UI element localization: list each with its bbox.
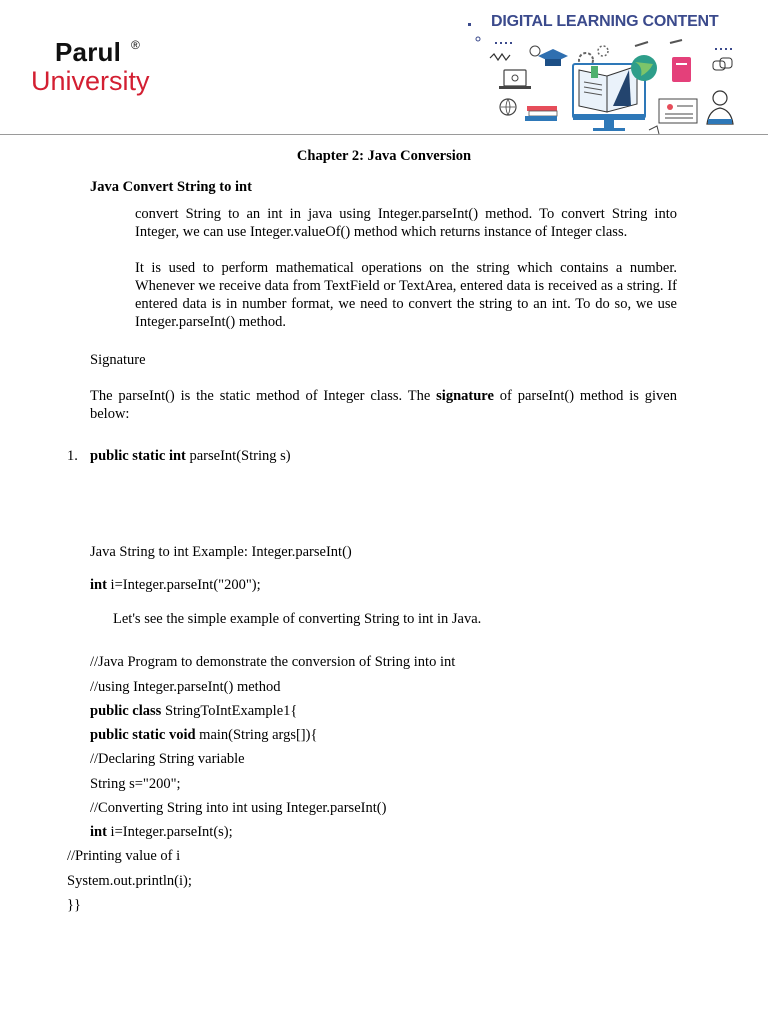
page-header (0, 0, 768, 134)
signature-label: Signature (90, 352, 146, 368)
example-intro: Let's see the simple example of converting String to int in Java. (113, 611, 482, 627)
education-technology-illustration-icon (465, 18, 740, 134)
code-line: String s="200"; (90, 776, 181, 792)
code-line: //Converting String into int using Integer.parseInt() (90, 800, 387, 816)
header-divider (0, 134, 768, 135)
logo-registered-mark: ® (131, 38, 140, 52)
list-number: 1. (67, 448, 78, 464)
example-heading: Java String to int Example: Integer.parseInt() (90, 544, 352, 560)
code-line: System.out.println(i); (67, 873, 192, 889)
code-line: int i=Integer.parseInt(s); (90, 824, 233, 840)
logo-subtitle: University (31, 66, 150, 96)
code-line: //using Integer.parseInt() method (90, 679, 281, 695)
paragraph-intro: convert String to an int in java using Integer.parseInt() method. To convert String into Integer, we can use Integer.valueOf() method which returns instance of Integer class. (135, 206, 677, 240)
list-item-signature: public static int parseInt(String s) (90, 448, 291, 464)
chapter-title: Chapter 2: Java Conversion (296, 148, 472, 164)
section-heading: Java Convert String to int (90, 179, 252, 195)
code-line: //Printing value of i (67, 848, 181, 864)
example-statement: int i=Integer.parseInt("200"); (90, 577, 261, 593)
signature-description: The parseInt() is the static method of Integer class. The signature of parseInt() method is given below: (90, 388, 677, 422)
paragraph-usage: It is used to perform mathematical operations on the string which contains a number. Whenever we receive data from TextField or TextArea, entered data is received as a string. If entered data is in number format, we need to convert the string to an int. To do so, we use Integer.parseInt() method. (135, 260, 677, 330)
code-line: }} (67, 897, 81, 913)
logo-name: Parul (55, 37, 122, 67)
code-line: public static void main(String args[]){ (90, 727, 318, 743)
banner-title: DIGITAL LEARNING CONTENT (491, 13, 719, 30)
code-line: //Declaring String variable (90, 751, 245, 767)
code-line: public class StringToIntExample1{ (90, 703, 298, 719)
code-line: //Java Program to demonstrate the conversion of String into int (90, 654, 456, 670)
